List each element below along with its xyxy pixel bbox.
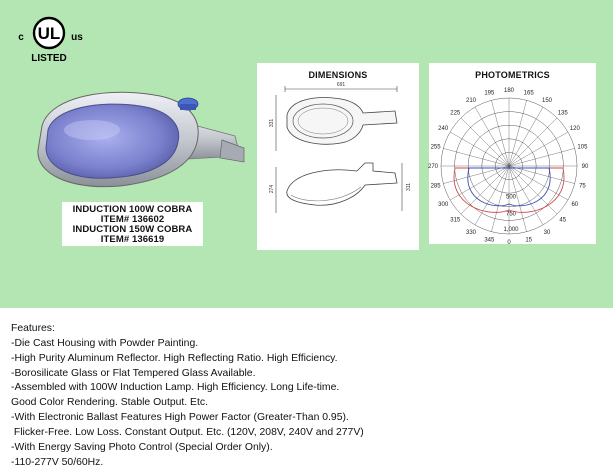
- item-line: INDUCTION 100W COBRA: [72, 204, 193, 215]
- ul-suffix: us: [71, 32, 83, 43]
- angle-label: 180: [503, 88, 515, 94]
- dimensions-panel: [257, 63, 419, 250]
- dimensions-title: DIMENSIONS: [308, 70, 368, 80]
- angle-label: 255: [430, 144, 441, 151]
- intensity-label: 1,000: [503, 227, 519, 234]
- polar-spoke: [475, 166, 509, 225]
- angle-label: 30: [543, 229, 551, 236]
- angle-label: 210: [465, 98, 477, 105]
- cobra-lamp-image: [30, 78, 250, 198]
- angle-label: 150: [541, 98, 553, 105]
- polar-spoke: [461, 118, 509, 166]
- dim-height-total-label: 311: [406, 183, 412, 191]
- polar-spoke: [509, 132, 568, 166]
- angle-label: 240: [438, 126, 449, 132]
- intensity-label: 500: [505, 194, 517, 201]
- ul-listed-logo: [14, 14, 84, 66]
- angle-label: 120: [569, 126, 580, 132]
- polar-spoke: [443, 148, 509, 166]
- features-heading: Features:: [11, 323, 55, 334]
- ul-mark: UL: [37, 24, 61, 43]
- polar-spoke: [509, 118, 557, 166]
- polar-chart: [429, 63, 596, 244]
- angle-label: 315: [450, 217, 461, 224]
- polar-spoke: [509, 100, 527, 166]
- angle-label: 75: [579, 183, 586, 190]
- angle-label: 270: [427, 164, 439, 170]
- feature-line: -Assembled with 100W Induction Lamp. High Efficiency. Long Life-time.: [11, 382, 340, 394]
- product-item-label: [62, 202, 203, 246]
- angle-label: 60: [571, 202, 579, 208]
- angle-label: 300: [438, 202, 449, 208]
- polar-spoke: [509, 166, 575, 184]
- angle-label: 285: [430, 183, 441, 190]
- feature-line: Good Color Rendering. Stable Output. Etc.: [11, 397, 208, 409]
- angle-label: 45: [559, 217, 567, 224]
- angle-label: 90: [581, 164, 589, 170]
- dim-height-side-label: 274: [269, 184, 275, 194]
- features-list: [11, 322, 601, 470]
- angle-label: 0: [507, 240, 511, 246]
- feature-line: -Borosilicate Glass or Flat Tempered Glass Available.: [11, 367, 256, 379]
- polar-spoke: [509, 107, 543, 166]
- angle-label: 330: [465, 229, 477, 236]
- polar-spoke: [475, 107, 509, 166]
- polar-spoke: [443, 166, 509, 184]
- item-line: ITEM# 136619: [100, 234, 165, 245]
- feature-line: -110-277V 50/60Hz.: [11, 456, 104, 468]
- angle-label: 105: [577, 144, 588, 151]
- feature-line: -Die Cast Housing with Powder Painting.: [11, 337, 199, 349]
- angle-label: 165: [523, 90, 534, 97]
- dim-height-top-label: 331: [269, 118, 275, 128]
- feature-line: -With Electronic Ballast Features High Power Factor (Greater-Than 0.95).: [11, 412, 349, 424]
- dimensions-drawing: [257, 63, 419, 250]
- ul-listed-text: LISTED: [31, 53, 67, 64]
- feature-line: Flicker-Free. Low Loss. Constant Output. Etc. (120V, 208V, 240V and 277V): [11, 426, 364, 438]
- photometrics-title: PHOTOMETRICS: [475, 70, 550, 80]
- feature-line: -With Energy Saving Photo Control (Special Order Only).: [11, 441, 273, 453]
- intensity-label: 750: [505, 211, 517, 218]
- photometrics-panel: [429, 63, 596, 244]
- polar-spoke: [509, 148, 575, 166]
- polar-spoke: [491, 100, 509, 166]
- item-line: ITEM# 136602: [100, 214, 165, 225]
- angle-label: 195: [484, 90, 495, 97]
- feature-line: -High Purity Aluminum Reflector. High Reflecting Ratio. High Efficiency.: [11, 352, 338, 364]
- ul-prefix: c: [18, 32, 24, 43]
- polar-spoke: [450, 132, 509, 166]
- angle-label: 15: [525, 237, 533, 244]
- angle-label: 225: [450, 110, 461, 117]
- angle-label: 135: [557, 110, 568, 117]
- angle-label: 345: [484, 237, 495, 244]
- dim-width-label: 691: [336, 82, 346, 88]
- item-line: INDUCTION 150W COBRA: [72, 224, 193, 235]
